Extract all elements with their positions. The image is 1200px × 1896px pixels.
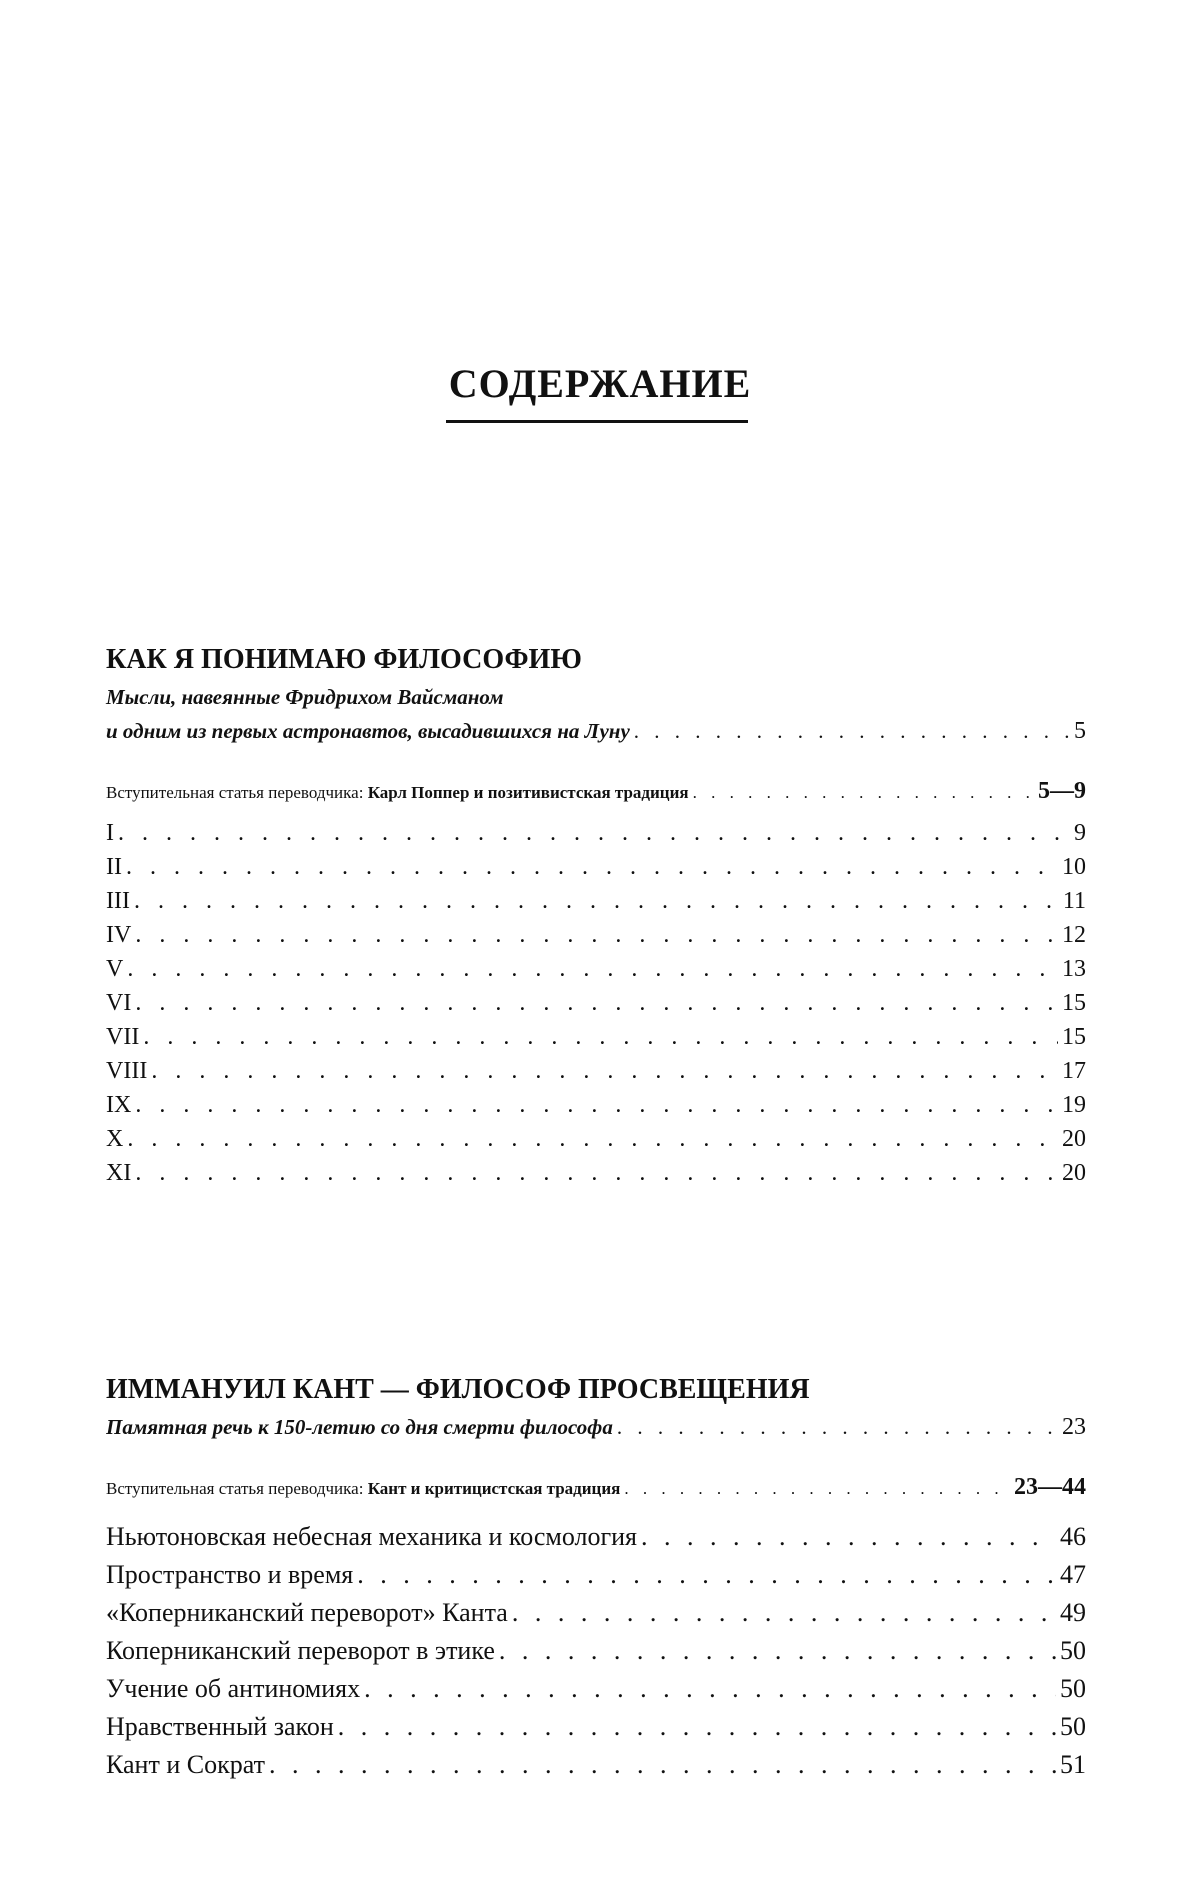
leader-dots bbox=[151, 1054, 1058, 1088]
entry-label: Карл Поппер и позитивистская традиция bbox=[367, 783, 689, 802]
toc-entry-chapter[interactable] bbox=[106, 1156, 1086, 1190]
leader-dots bbox=[127, 952, 1058, 986]
entry-label: III bbox=[106, 888, 130, 914]
entry-label: Кант и Сократ bbox=[106, 1750, 265, 1779]
section-kant-philosopher-of-enlightenment bbox=[106, 1370, 1086, 1784]
toc-entry-item[interactable] bbox=[106, 1594, 1086, 1632]
entry-label: I bbox=[106, 820, 114, 846]
toc-entry-subtitle[interactable] bbox=[106, 1410, 1086, 1444]
section-heading: КАК Я ПОНИМАЮ ФИЛОСОФИЮ bbox=[106, 644, 582, 675]
chapter-list bbox=[106, 816, 1086, 1190]
entry-label-prefix: Вступительная статья переводчика: bbox=[106, 783, 364, 802]
entry-label: Коперниканский переворот в этике bbox=[106, 1636, 495, 1665]
leader-dots bbox=[364, 1670, 1056, 1708]
entry-page-range: 5—9 bbox=[1038, 778, 1086, 804]
leader-dots bbox=[135, 986, 1058, 1020]
toc-entry-chapter[interactable] bbox=[106, 918, 1086, 952]
entry-page-number: 46 bbox=[1060, 1522, 1086, 1551]
entry-page-number: 15 bbox=[1062, 1024, 1086, 1050]
entry-label: Учение об антиномиях bbox=[106, 1674, 361, 1703]
entry-label: II bbox=[106, 854, 122, 880]
entry-label: IV bbox=[106, 922, 132, 948]
section-how-i-understand-philosophy bbox=[106, 640, 1086, 1190]
entry-page-number: 50 bbox=[1060, 1636, 1086, 1665]
title-underline bbox=[446, 420, 748, 423]
entry-page-number: 17 bbox=[1062, 1058, 1086, 1084]
entry-label-prefix: Вступительная статья переводчика: bbox=[106, 1479, 364, 1498]
leader-dots bbox=[126, 850, 1058, 884]
toc-entry-item[interactable] bbox=[106, 1632, 1086, 1670]
entry-page-number: 5 bbox=[1074, 718, 1086, 744]
toc-entry-translator-intro[interactable] bbox=[106, 1470, 1086, 1506]
toc-entry-chapter[interactable] bbox=[106, 816, 1086, 850]
entry-page-number: 49 bbox=[1060, 1598, 1086, 1627]
entry-label: X bbox=[106, 1126, 124, 1152]
leader-dots bbox=[512, 1594, 1056, 1632]
entry-page-number: 13 bbox=[1062, 956, 1086, 982]
entry-label: Кант и критицистская традиция bbox=[367, 1479, 621, 1498]
leader-dots bbox=[634, 714, 1070, 748]
entry-page-number: 50 bbox=[1060, 1712, 1086, 1741]
toc-entry-item[interactable] bbox=[106, 1746, 1086, 1784]
leader-dots bbox=[135, 1088, 1058, 1122]
entry-page-number: 23 bbox=[1062, 1414, 1086, 1440]
leader-dots bbox=[269, 1746, 1056, 1784]
entry-page-number: 12 bbox=[1062, 922, 1086, 948]
entry-page-number: 15 bbox=[1062, 990, 1086, 1016]
leader-dots bbox=[338, 1708, 1056, 1746]
entry-label: VIII bbox=[106, 1058, 148, 1084]
entry-page-number: 51 bbox=[1060, 1750, 1086, 1779]
entry-label: Пространство и время bbox=[106, 1560, 354, 1589]
toc-entry-chapter[interactable] bbox=[106, 884, 1086, 918]
item-list bbox=[106, 1518, 1086, 1784]
entry-label: VII bbox=[106, 1024, 140, 1050]
toc-entry-subtitle[interactable] bbox=[106, 714, 1086, 748]
leader-dots bbox=[641, 1518, 1056, 1556]
entry-label: VI bbox=[106, 990, 132, 1016]
entry-page-number: 50 bbox=[1060, 1674, 1086, 1703]
section-heading: ИММАНУИЛ КАНТ — ФИЛОСОФ ПРОСВЕЩЕНИЯ bbox=[106, 1374, 810, 1405]
entry-page-number: 20 bbox=[1062, 1126, 1086, 1152]
entry-page-number: 47 bbox=[1060, 1560, 1086, 1589]
leader-dots bbox=[617, 1410, 1058, 1444]
toc-entry-chapter[interactable] bbox=[106, 986, 1086, 1020]
toc-entry-chapter[interactable] bbox=[106, 850, 1086, 884]
entry-label: Памятная речь к 150-летию со дня смерти философа bbox=[106, 1415, 613, 1439]
toc-entry-item[interactable] bbox=[106, 1670, 1086, 1708]
entry-page-number: 19 bbox=[1062, 1092, 1086, 1118]
entry-label: Нравственный закон bbox=[106, 1712, 334, 1741]
entry-page-number: 20 bbox=[1062, 1160, 1086, 1186]
toc-entry-translator-intro[interactable] bbox=[106, 774, 1086, 810]
leader-dots bbox=[693, 776, 1034, 810]
entry-label: V bbox=[106, 956, 124, 982]
leader-dots bbox=[127, 1122, 1058, 1156]
entry-page-number: 9 bbox=[1074, 820, 1086, 846]
entry-label: IX bbox=[106, 1092, 132, 1118]
page-title: СОДЕРЖАНИЕ bbox=[448, 361, 752, 406]
leader-dots bbox=[134, 884, 1059, 918]
leader-dots bbox=[135, 1156, 1058, 1190]
leader-dots bbox=[624, 1472, 1010, 1506]
toc-entry-chapter[interactable] bbox=[106, 1088, 1086, 1122]
leader-dots bbox=[357, 1556, 1056, 1594]
leader-dots bbox=[118, 816, 1070, 850]
toc-entry-chapter[interactable] bbox=[106, 1054, 1086, 1088]
entry-label: и одним из первых астронавтов, высадившихся на Луну bbox=[106, 719, 630, 743]
toc-entry-chapter[interactable] bbox=[106, 1122, 1086, 1156]
toc-entry-item[interactable] bbox=[106, 1518, 1086, 1556]
leader-dots bbox=[499, 1632, 1056, 1670]
toc-entry-item[interactable] bbox=[106, 1556, 1086, 1594]
entry-page-number: 10 bbox=[1062, 854, 1086, 880]
toc-entry-chapter[interactable] bbox=[106, 1020, 1086, 1054]
entry-label: Ньютоновская небесная механика и космология bbox=[106, 1522, 638, 1551]
leader-dots bbox=[143, 1020, 1058, 1054]
entry-page-range: 23—44 bbox=[1014, 1474, 1086, 1500]
toc-entry-item[interactable] bbox=[106, 1708, 1086, 1746]
leader-dots bbox=[135, 918, 1058, 952]
entry-label: «Коперниканский переворот» Канта bbox=[106, 1598, 508, 1627]
toc-entry-chapter[interactable] bbox=[106, 952, 1086, 986]
entry-label: XI bbox=[106, 1160, 132, 1186]
section-subtitle-line: Мысли, навеянные Фридрихом Вайсманом bbox=[106, 685, 504, 709]
entry-page-number: 11 bbox=[1062, 888, 1086, 914]
